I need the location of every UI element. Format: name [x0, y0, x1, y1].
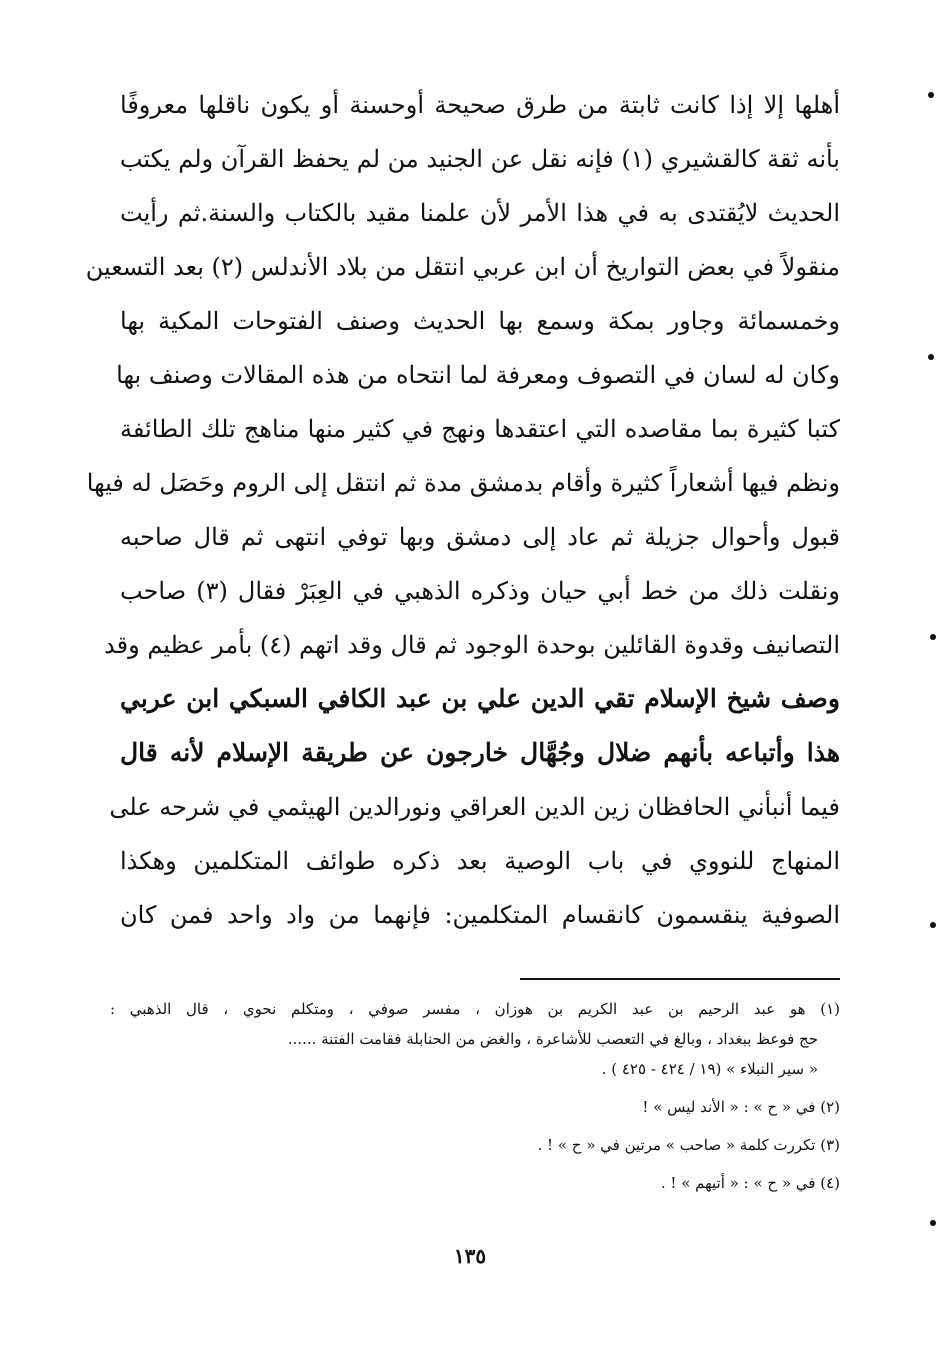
- text-line: فيما أنبأني الحافظان زين الدين العراقي ونورالدين الهيثمي في شرحه على: [109, 793, 840, 821]
- footnotes: [110, 994, 840, 1198]
- text-line: الحديث لايُقتدى به في هذا الأمر لأن علمنا مقيد بالكتاب والسنة.ثم رأيت: [120, 199, 840, 227]
- text-line: ونظم فيها أشعاراً كثيرة وأقام بدمشق مدة ثم انتقل إلى الروم وحَصَل له فيها: [86, 469, 840, 497]
- text-line: بأنه ثقة كالقشيري (١) فإنه نقل عن الجنيد من لم يحفظ القرآن ولم يكتب: [119, 145, 840, 173]
- text-line: منقولاً في بعض التواريخ أن ابن عربي انتقل من بلاد الأندلس (٢) بعد التسعين: [85, 253, 840, 281]
- scan-mark: [928, 354, 934, 360]
- text-line: وكان له لسان في التصوف ومعرفة لما انتحاه من هذه المقالات وصنف بها: [116, 361, 840, 389]
- scan-mark: [928, 92, 934, 98]
- scan-mark: [930, 922, 936, 928]
- scan-mark: [930, 634, 936, 640]
- text-line-bold: وصف شيخ الإسلام تقي الدين علي بن عبد الكافي السبكي ابن عربي: [120, 684, 840, 713]
- text-line: التصانيف وقدوة القائلين بوحدة الوجود ثم قال وقد اتهم (٤) بأمر عظيم وقد: [104, 631, 840, 659]
- footnote-1-line-2: حج فوعظ ببغداد ، وبالغ في التعصب للأشاعرة ، والغض من الحنابلة فقامت الفتنة ......: [287, 1030, 818, 1048]
- text-line-bold: هذا وأتباعه بأنهم ضلال وجُهَّال خارجون عن طريقة الإسلام لأنه قال: [120, 738, 840, 767]
- footnote-separator: [520, 978, 840, 980]
- text-line: الصوفية ينقسمون كانقسام المتكلمين: فإنهما من واد واحد فمن كان: [120, 901, 840, 929]
- footnote-1-line-3: « سير النبلاء » (١٩ / ٤٢٤ - ٤٢٥ ) .: [601, 1060, 818, 1078]
- text-line: وخمسمائة وجاور بمكة وسمع بها الحديث وصنف الفتوحات المكية بها: [120, 307, 840, 335]
- footnote-2: (٢) في « ح » : « الأند ليس » !: [642, 1098, 840, 1116]
- text-line: قبول وأحوال جزيلة ثم عاد إلى دمشق وبها توفي انتهى ثم قال صاحبه: [120, 523, 840, 551]
- page-number: ١٣٥: [453, 1244, 487, 1268]
- text-line: أهلها إلا إذا كانت ثابتة من طرق صحيحة أوحسنة أو يكون ناقلها معروفًا: [120, 91, 840, 119]
- footnote-3: (٣) تكررت كلمة « صاحب » مرتين في « ح » ! .: [537, 1136, 840, 1154]
- text-line: المنهاج للنووي في باب الوصية بعد ذكره طوائف المتكلمين وهكذا: [120, 847, 840, 875]
- footnote-4: (٤) في « ح » : « أتيهم » ! .: [660, 1174, 840, 1192]
- main-text: [85, 78, 841, 942]
- text-line: كتبا كثيرة بما مقاصده التي اعتقدها ونهج في كثير منها مناهج تلك الطائفة: [120, 415, 840, 443]
- footnote-1-line-1: (١) هو عبد الرحيم بن عبد الكريم بن هوزان ، مفسر صوفي ، ومتكلم نحوي ، قال الذهبي :: [110, 1000, 840, 1018]
- scan-mark: [930, 1220, 936, 1226]
- text-line: ونقلت ذلك من خط أبي حيان وذكره الذهبي في العِبَرْ فقال (٣) صاحب: [120, 577, 841, 605]
